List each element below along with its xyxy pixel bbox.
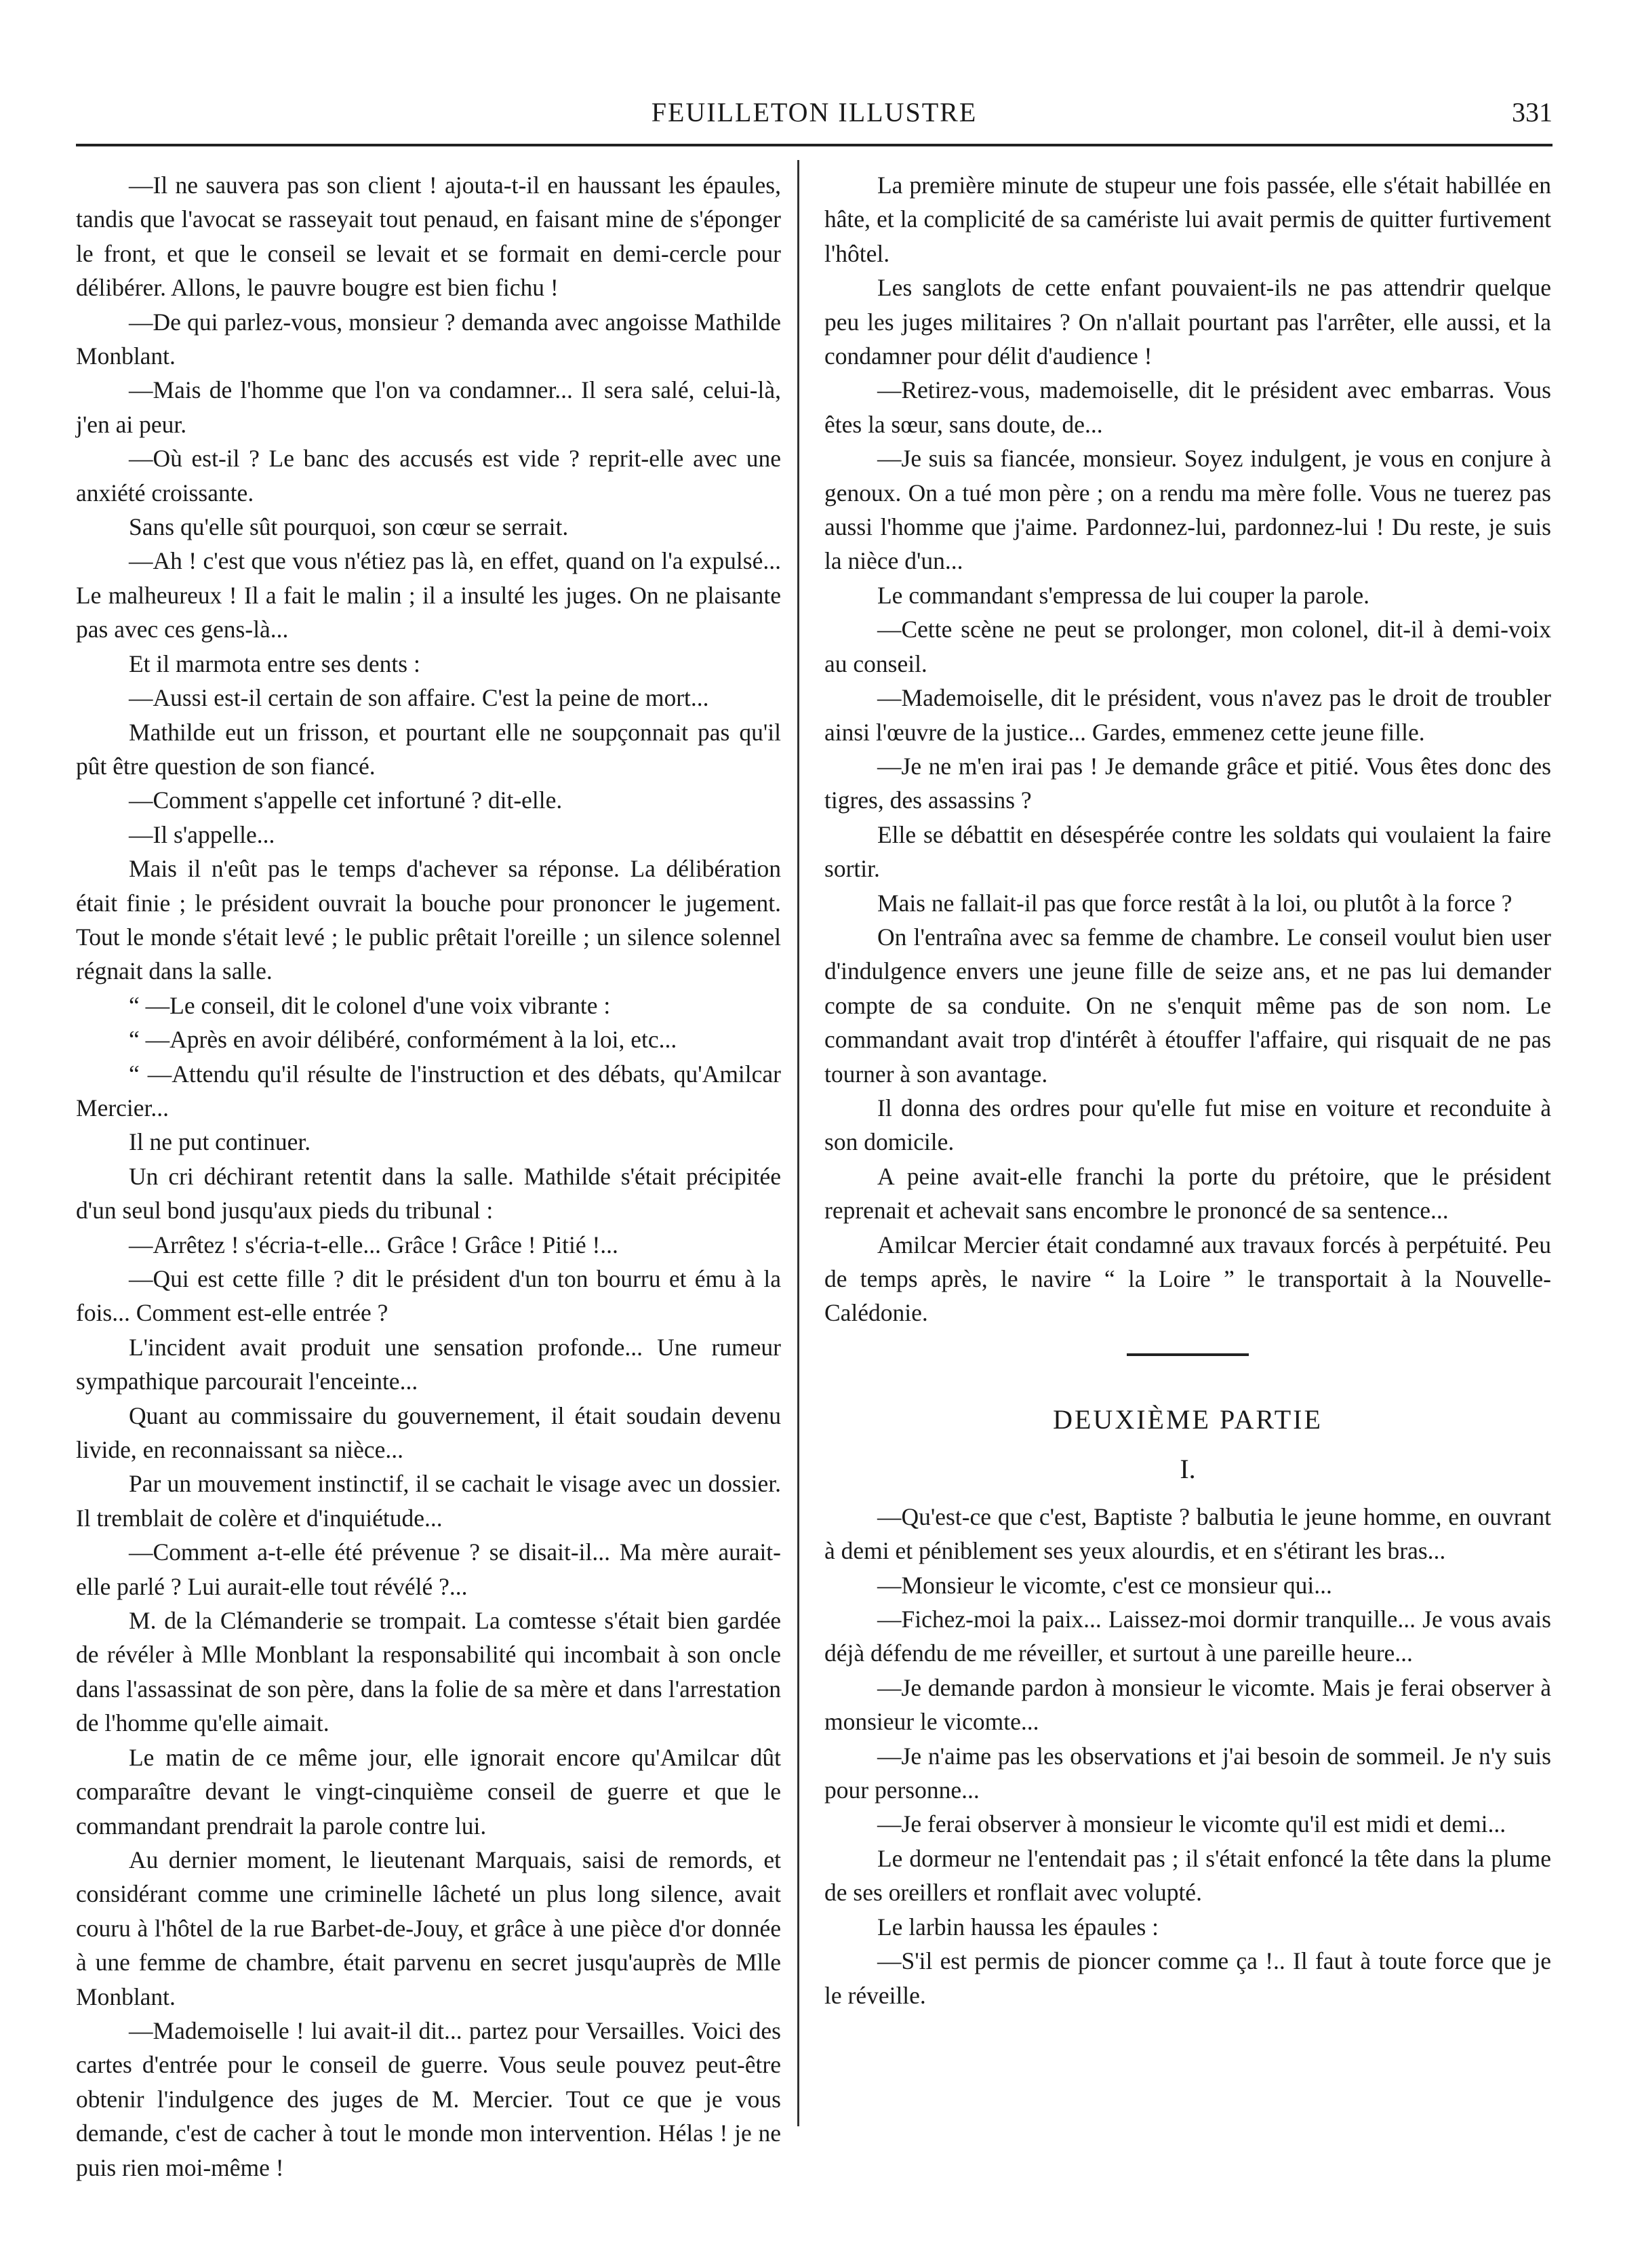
paragraph: —Fichez-moi la paix... Laissez-moi dormir tranquille... Je vous avais déjà défendu de me réveiller, et surtout à une pareille heure...: [824, 1606, 1551, 1667]
paragraph: —Je ferai observer à monsieur le vicomte qu'il est midi et demi...: [877, 1810, 1506, 1838]
paragraph: —Je suis sa fiancée, monsieur. Soyez indulgent, je vous en conjure à genoux. On a tué mon père ; on a rendu ma mère folle. Vous ne tuerez pas aussi l'homme que j'aime. Pardonnez-lui, pardonnez-lui ! Du reste, je suis la nièce d'un...: [824, 445, 1551, 575]
paragraph: Le dormeur ne l'entendait pas ; il s'était enfoncé la tête dans la plume de ses oreillers et ronflait avec volupté.: [824, 1844, 1551, 1907]
paragraph: —Où est-il ? Le banc des accusés est vide ? reprit-elle avec une anxiété croissante.: [76, 445, 781, 506]
header-rule: [76, 144, 1553, 146]
paragraph: Mais il n'eût pas le temps d'achever sa réponse. La délibération était finie ; le président ouvrait la bouche pour prononcer le jugement. Tout le monde s'était levé ; le public prêtait l'oreille ; un silence solennel régnait dans la salle.: [76, 855, 781, 985]
paragraph: —Comment s'appelle cet infortuné ? dit-elle.: [129, 787, 563, 814]
paragraph: Et il marmota entre ses dents :: [129, 650, 420, 677]
paragraph: —Il s'appelle...: [129, 820, 275, 848]
part-title: DEUXIÈME PARTIE: [1053, 1404, 1323, 1435]
paragraph: —Je demande pardon à monsieur le vicomte. Mais je ferai observer à monsieur le vicomte...: [824, 1673, 1551, 1736]
paragraph: —Mademoiselle, dit le président, vous n'avez pas le droit de troubler ainsi l'œuvre de la justice... Gardes, emmenez cette jeune fille.: [824, 684, 1551, 746]
paragraph: M. de la Clémanderie se trompait. La comtesse s'était bien gardée de révéler à Mlle Monblant la responsabilité qui incombait à son oncle dans l'assassinat de son père, dans la folie de sa mère et dans l'arrestation de l'homme qu'elle aimait.: [76, 1607, 781, 1737]
paragraph: Sans qu'elle sût pourquoi, son cœur se serrait.: [129, 513, 569, 541]
paragraph: Mathilde eut un frisson, et pourtant elle ne soupçonnait pas qu'il pût être question de son fiancé.: [76, 718, 781, 780]
paragraph: —Retirez-vous, mademoiselle, dit le président avec embarras. Vous êtes la sœur, sans doute, de...: [824, 376, 1551, 438]
paragraph: “ —Attendu qu'il résulte de l'instruction et des débats, qu'Amilcar Mercier...: [76, 1060, 781, 1121]
page-header: [76, 96, 1553, 137]
paragraph: La première minute de stupeur une fois passée, elle s'était habillée en hâte, et la complicité de sa camériste lui avait permis de quitter furtivement l'hôtel.: [824, 172, 1551, 267]
paragraph: —Aussi est-il certain de son affaire. C'est la peine de mort...: [129, 684, 709, 712]
paragraph: A peine avait-elle franchi la porte du prétoire, que le président reprenait et achevait sans encombre le prononcé de sa sentence...: [824, 1162, 1551, 1225]
paragraph: Il ne put continuer.: [129, 1128, 311, 1156]
paragraph: Au dernier moment, le lieutenant Marquais, saisi de remords, et considérant comme une criminelle lâcheté un plus long silence, avait couru à l'hôtel de la rue Barbet-de-Jouy, et grâce à une pièce d'or donnée à une femme de chambre, était parvenu en secret jusqu'auprès de Mlle Monblant.: [76, 1846, 781, 2010]
paragraph: “ —Le conseil, dit le colonel d'une voix vibrante :: [129, 991, 611, 1019]
paragraph: L'incident avait produit une sensation profonde... Une rumeur sympathique parcourait l'enceinte...: [76, 1333, 781, 1395]
paragraph: —Mademoiselle ! lui avait-il dit... partez pour Versailles. Voici des cartes d'entrée pour le conseil de guerre. Vous seule pouvez peut-être obtenir l'indulgence des juges de M. Mercier. Tout ce que je vous demande, c'est de cacher à tout le monde mon intervention. Hélas ! je ne puis rien moi-même !: [76, 2016, 781, 2181]
paragraph: “ —Après en avoir délibéré, conformément à la loi, etc...: [129, 1026, 677, 1054]
paragraph: Un cri déchirant retentit dans la salle. Mathilde s'était précipitée d'un seul bond jusqu'aux pieds du tribunal :: [76, 1162, 781, 1225]
page-number: 331: [1512, 97, 1553, 127]
section-rule: [1127, 1353, 1249, 1356]
paragraph: —Il ne sauvera pas son client ! ajouta-t-il en haussant les épaules, tandis que l'avocat se rasseyait tout penaud, en faisant mine de s'éponger le front, et que le conseil se levait et se formait en demi-cercle pour délibérer. Allons, le pauvre bougre est bien fichu !: [76, 172, 781, 302]
paragraph: Amilcar Mercier était condamné aux travaux forcés à perpétuité. Peu de temps après, le navire “ la Loire ” le transportait à la Nouvelle-Calédonie.: [824, 1231, 1551, 1327]
column-divider: [797, 160, 799, 2126]
paragraph: —S'il est permis de pioncer comme ça !.. Il faut à toute force que je le réveille.: [824, 1947, 1551, 2009]
paragraph: —Je ne m'en irai pas ! Je demande grâce et pitié. Vous êtes donc des tigres, des assassins ?: [824, 752, 1551, 814]
paragraph: Les sanglots de cette enfant pouvaient-ils ne pas attendrir quelque peu les juges militaires ? On n'allait pourtant pas l'arrêter, elle aussi, et la condamner pour délit d'audience !: [824, 274, 1551, 370]
paragraph: —Comment a-t-elle été prévenue ? se disait-il... Ma mère aurait-elle parlé ? Lui aurait-elle tout révélé ?...: [76, 1538, 781, 1600]
paragraph: —Je n'aime pas les observations et j'ai besoin de sommeil. Je n'y suis pour personne...: [824, 1742, 1551, 1804]
paragraph: Elle se débattit en désespérée contre les soldats qui voulaient la faire sortir.: [824, 820, 1551, 883]
paragraph: —Monsieur le vicomte, c'est ce monsieur qui...: [877, 1571, 1332, 1599]
paragraph: Quant au commissaire du gouvernement, il était soudain devenu livide, en reconnaissant sa nièce...: [76, 1401, 781, 1464]
paragraph: Par un mouvement instinctif, il se cachait le visage avec un dossier. Il tremblait de colère et d'inquiétude...: [76, 1470, 781, 1532]
paragraph: —Ah ! c'est que vous n'étiez pas là, en effet, quand on l'a expulsé... Le malheureux ! Il a fait le malin ; il a insulté les juges. On ne plaisante pas avec ces gens-là...: [76, 547, 781, 643]
paragraph: Il donna des ordres pour qu'elle fut mise en voiture et reconduite à son domicile.: [824, 1094, 1551, 1156]
paragraph: Le commandant s'empressa de lui couper la parole.: [877, 581, 1369, 609]
paragraph: —Arrêtez ! s'écria-t-elle... Grâce ! Grâce ! Pitié !...: [129, 1231, 618, 1258]
paragraph: Le matin de ce même jour, elle ignorait encore qu'Amilcar dût comparaître devant le vingt-cinquième conseil de guerre et que le commandant prendrait la parole contre lui.: [76, 1743, 781, 1839]
paragraph: On l'entraîna avec sa femme de chambre. Le conseil voulut bien user d'indulgence envers une jeune fille de seize ans, et ne pas lui demander compte de sa conduite. On ne s'enquit même pas de son nom. Le commandant avait trop d'intérêt à étouffer l'affaire, qui risquait de ne pas tourner à son avantage.: [824, 923, 1551, 1088]
right-column: [824, 168, 1551, 2012]
chapter-number: I.: [1180, 1453, 1196, 1484]
paragraph: —De qui parlez-vous, monsieur ? demanda avec angoisse Mathilde Monblant.: [76, 308, 781, 370]
running-title: FEUILLETON ILLUSTRE: [651, 97, 978, 127]
paragraph: —Qu'est-ce que c'est, Baptiste ? balbutia le jeune homme, en ouvrant à demi et péniblement ses yeux alourdis, et en s'étirant les bras...: [824, 1503, 1551, 1565]
paragraph: —Qui est cette fille ? dit le président d'un ton bourru et ému à la fois... Comment est-elle entrée ?: [76, 1265, 781, 1327]
paragraph: Le larbin haussa les épaules :: [877, 1913, 1159, 1941]
paragraph: —Mais de l'homme que l'on va condamner... Il sera salé, celui-là, j'en ai peur.: [76, 376, 781, 438]
left-column: [76, 168, 781, 2185]
paragraph: —Cette scène ne peut se prolonger, mon colonel, dit-il à demi-voix au conseil.: [824, 616, 1551, 677]
paragraph: Mais ne fallait-il pas que force restât à la loi, ou plutôt à la force ?: [877, 889, 1513, 917]
